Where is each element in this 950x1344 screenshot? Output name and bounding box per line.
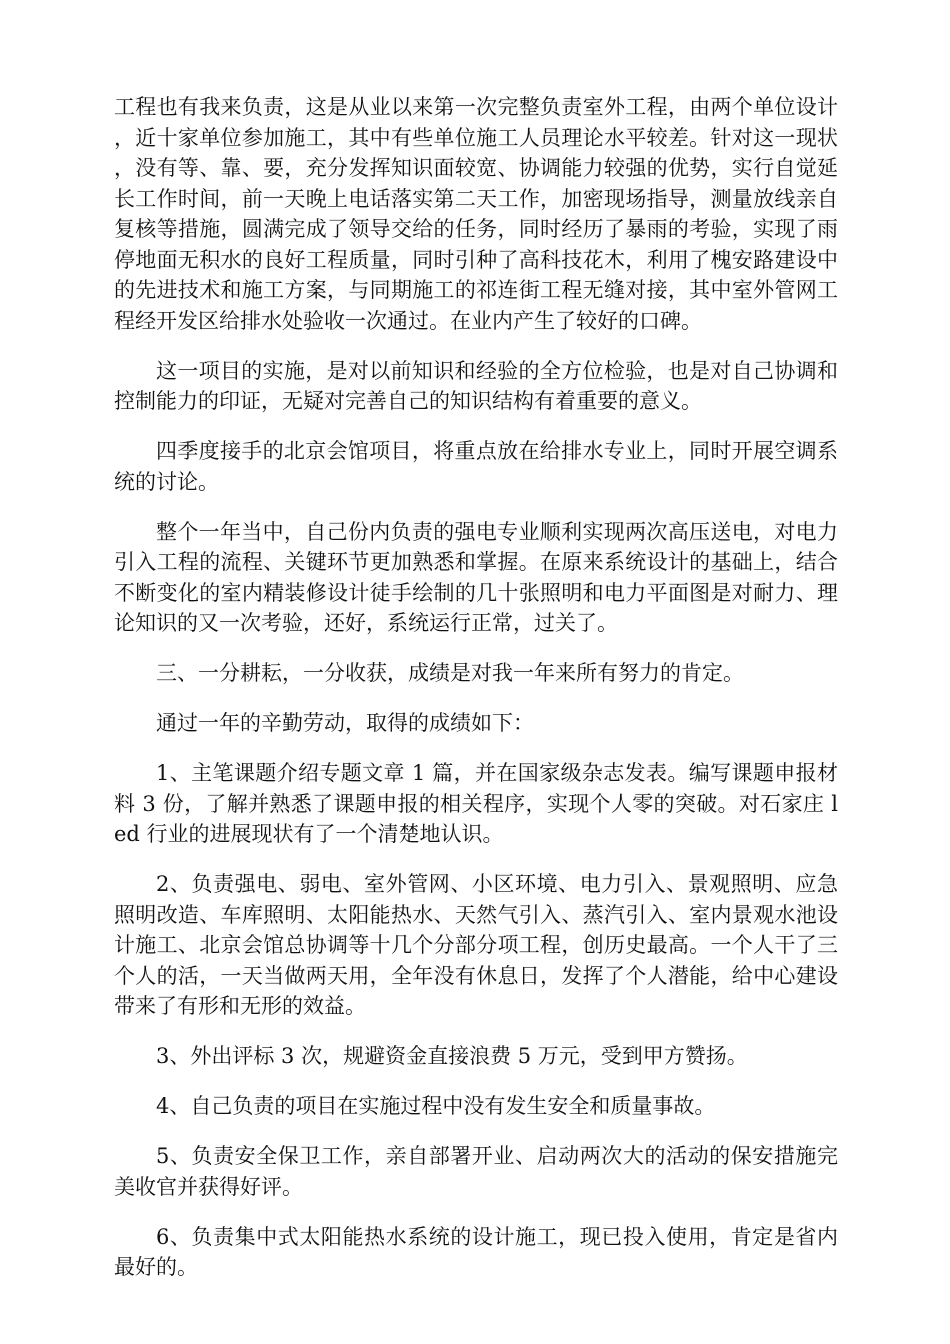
achievement-item-6: 6、负责集中式太阳能热水系统的设计施工，现已投入使用，肯定是省内最好的。 xyxy=(114,1224,838,1279)
section-heading-achievements: 三、一分耕耘，一分收获，成绩是对我一年来所有努力的肯定。 xyxy=(156,661,744,685)
achievement-item-5: 5、负责安全保卫工作，亲自部署开业、启动两次大的活动的保安措施完美收官并获得好评。 xyxy=(114,1144,838,1199)
achievement-item-2: 2、负责强电、弱电、室外管网、小区环境、电力引入、景观照明、应急照明改造、车库照明、太阳能热水、天然气引入、蒸汽引入、室内景观水池设计施工、北京会馆总协调等十几个分部分项工程，创历史最高。一个人干了三个人的活，一天当做两天用，全年没有休息日，发挥了个人潜能，给中心建设带来了有形和无形的效益。 xyxy=(114,872,838,1018)
paragraph-annual-electrical-work: 整个一年当中，自己份内负责的强电专业顺利实现两次高压送电，对电力引入工程的流程、关键环节更加熟悉和掌握。在原来系统设计的基础上，结合不断变化的室内精装修设计徒手绘制的几十张照明和电力平面图是对耐力、理论知识的又一次考验，还好，系统运行正常，过关了。 xyxy=(114,519,838,635)
document-page xyxy=(114,92,838,1302)
achievement-item-4: 4、自己负责的项目在实施过程中没有发生安全和质量事故。 xyxy=(156,1094,716,1118)
paragraph-beijing-hall-project: 四季度接手的北京会馆项目，将重点放在给排水专业上，同时开展空调系统的讨论。 xyxy=(114,439,838,494)
paragraph-achievements-intro: 通过一年的辛勤劳动，取得的成绩如下： xyxy=(156,711,534,735)
paragraph-project-significance: 这一项目的实施，是对以前知识和经验的全方位检验，也是对自己协调和控制能力的印证，无疑对完善自己的知识结构有着重要的意义。 xyxy=(114,358,838,413)
achievement-item-3: 3、外出评标 3 次，规避资金直接浪费 5 万元，受到甲方赞扬。 xyxy=(156,1044,748,1068)
paragraph-continuation: 工程也有我来负责，这是从业以来第一次完整负责室外工程，由两个单位设计，近十家单位参加施工，其中有些单位施工人员理论水平较差。针对这一现状，没有等、靠、要，充分发挥知识面较宽、协调能力较强的优势，实行自觉延长工作时间，前一天晚上电话落实第二天工作，加密现场指导，测量放线亲自复核等措施，圆满完成了领导交给的任务，同时经历了暴雨的考验，实现了雨停地面无积水的良好工程质量，同时引种了高科技花木，利用了槐安路建设中的先进技术和施工方案，与同期施工的祁连街工程无缝对接，其中室外管网工程经开发区给排水处验收一次通过。在业内产生了较好的口碑。 xyxy=(114,95,838,333)
achievement-item-1: 1、主笔课题介绍专题文章 1 篇，并在国家级杂志发表。编写课题申报材料 3 份，了解并熟悉了课题申报的相关程序，实现个人零的突破。对石家庄 led 行业的进展现状有了一个清楚地认识。 xyxy=(114,761,838,846)
